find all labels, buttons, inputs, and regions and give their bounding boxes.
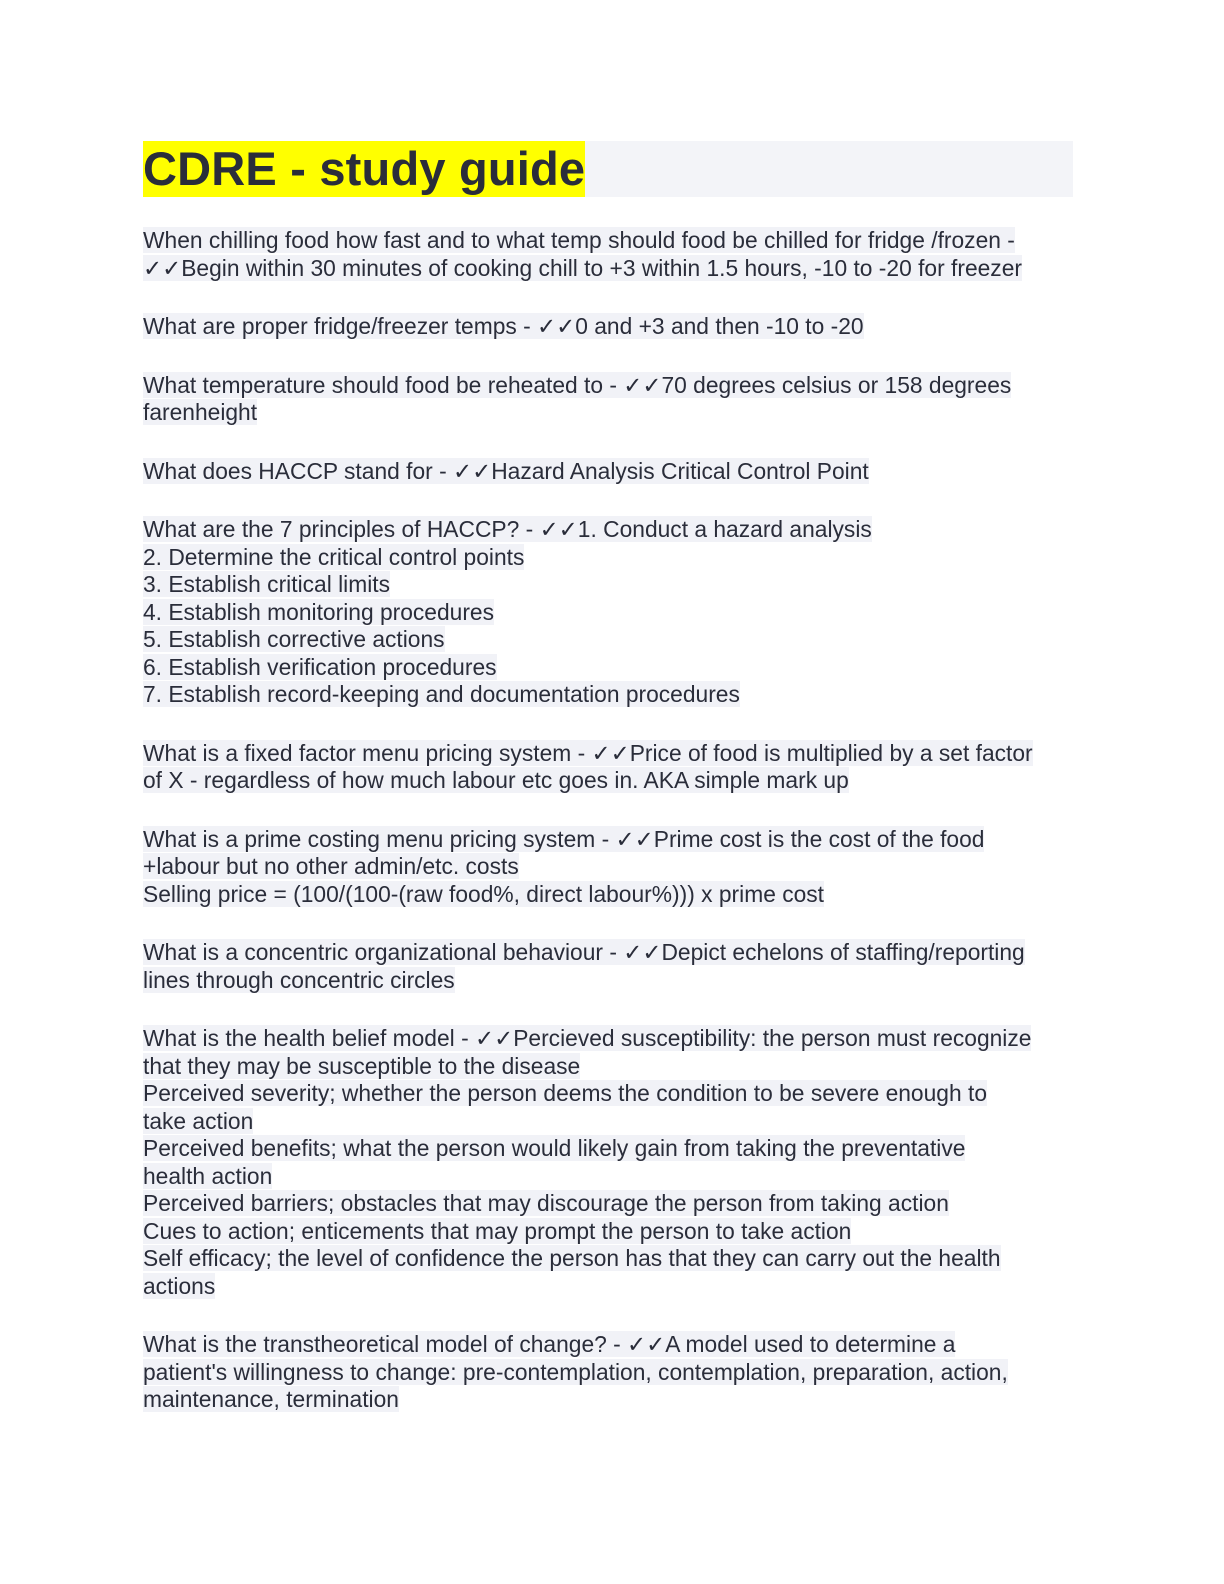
- qa-text: 4. Establish monitoring procedures: [143, 598, 495, 625]
- qa-text: farenheight: [143, 399, 258, 425]
- qa-answer-line: [143, 599, 1073, 627]
- qa-text: lines through concentric circles: [143, 966, 455, 993]
- qa-question-line: [143, 826, 1073, 854]
- qa-answer-line: [143, 1273, 1073, 1301]
- qa-answer-line: [143, 255, 1073, 283]
- qa-text: Perceived benefits; what the person would likely gain from taking the preventative: [143, 1135, 966, 1161]
- qa-answer-line: [143, 681, 1073, 709]
- qa-answer-line: [143, 967, 1073, 995]
- qa-answer-line: [143, 1386, 1073, 1414]
- qa-text: What is a fixed factor menu pricing system - ✓✓Price of food is multiplied by a set factor: [143, 739, 1033, 766]
- qa-item: [143, 826, 1073, 909]
- qa-text: Self efficacy; the level of confidence the person has that they can carry out the health: [143, 1245, 1001, 1271]
- qa-text: Cues to action; enticements that may prompt the person to take action: [143, 1217, 852, 1244]
- title-block: [143, 141, 1073, 197]
- qa-answer-line: [143, 571, 1073, 599]
- qa-text: 3. Establish critical limits: [143, 571, 391, 597]
- qa-question-line: [143, 1331, 1073, 1359]
- qa-item: [143, 372, 1073, 427]
- qa-item: [143, 313, 1073, 341]
- qa-answer-line: [143, 1163, 1073, 1191]
- qa-answer-line: [143, 1245, 1073, 1273]
- qa-text: 2. Determine the critical control points: [143, 543, 525, 570]
- qa-item: [143, 1025, 1073, 1300]
- qa-answer-line: [143, 399, 1073, 427]
- qa-text: +labour but no other admin/etc. costs: [143, 853, 519, 879]
- qa-item: [143, 458, 1073, 486]
- qa-text: of X - regardless of how much labour etc goes in. AKA simple mark up: [143, 767, 849, 793]
- qa-text: What temperature should food be reheated to - ✓✓70 degrees celsius or 158 degrees: [143, 371, 1012, 398]
- qa-text: What does HACCP stand for - ✓✓Hazard Analysis Critical Control Point: [143, 457, 869, 484]
- qa-answer-line: [143, 544, 1073, 572]
- qa-question-line: [143, 516, 1073, 544]
- qa-item: [143, 939, 1073, 994]
- qa-text: What is a prime costing menu pricing system - ✓✓Prime cost is the cost of the food: [143, 825, 985, 852]
- qa-item: [143, 516, 1073, 709]
- qa-text: ✓✓Begin within 30 minutes of cooking chill to +3 within 1.5 hours, -10 to -20 for freezer: [143, 254, 1022, 281]
- qa-text: What are proper fridge/freezer temps - ✓✓0 and +3 and then -10 to -20: [143, 313, 864, 339]
- qa-answer-line: [143, 1080, 1073, 1108]
- qa-answer-line: [143, 1108, 1073, 1136]
- qa-text: health action: [143, 1162, 273, 1189]
- qa-answer-line: [143, 1135, 1073, 1163]
- qa-answer-line: [143, 1190, 1073, 1218]
- qa-text: 7. Establish record-keeping and documentation procedures: [143, 681, 740, 707]
- qa-text: maintenance, termination: [143, 1386, 399, 1412]
- qa-text: Perceived severity; whether the person deems the condition to be severe enough to: [143, 1080, 987, 1106]
- qa-text: actions: [143, 1272, 216, 1299]
- page-title: CDRE - study guide: [143, 142, 586, 195]
- qa-answer-line: [143, 881, 1073, 909]
- qa-answer-line: [143, 654, 1073, 682]
- qa-question-line: [143, 1025, 1073, 1053]
- qa-text: patient's willingness to change: pre-contemplation, contemplation, preparation, action,: [143, 1358, 1008, 1385]
- qa-text: What is a concentric organizational behaviour - ✓✓Depict echelons of staffing/reporting: [143, 939, 1025, 965]
- qa-text: What is the health belief model - ✓✓Percieved susceptibility: the person must recognize: [143, 1025, 1032, 1051]
- qa-item: [143, 1331, 1073, 1414]
- qa-text: Selling price = (100/(100-(raw food%, direct labour%))) x prime cost: [143, 880, 825, 907]
- qa-item: [143, 227, 1073, 282]
- qa-text: Perceived barriers; obstacles that may discourage the person from taking action: [143, 1190, 949, 1216]
- qa-text: What is the transtheoretical model of change? - ✓✓A model used to determine a: [143, 1331, 956, 1357]
- qa-text: 5. Establish corrective actions: [143, 626, 445, 652]
- qa-answer-line: [143, 1359, 1073, 1387]
- qa-text: 6. Establish verification procedures: [143, 653, 497, 680]
- qa-list: [143, 227, 1073, 1414]
- qa-answer-line: [143, 767, 1073, 795]
- qa-text: take action: [143, 1107, 254, 1134]
- qa-question-line: [143, 313, 1073, 341]
- qa-question-line: [143, 939, 1073, 967]
- qa-text: that they may be susceptible to the disease: [143, 1052, 581, 1079]
- document-page: [143, 141, 1073, 1445]
- qa-answer-line: [143, 1218, 1073, 1246]
- qa-text: What are the 7 principles of HACCP? - ✓✓1. Conduct a hazard analysis: [143, 516, 872, 542]
- qa-question-line: [143, 227, 1073, 255]
- qa-text: When chilling food how fast and to what temp should food be chilled for fridge /frozen -: [143, 227, 1015, 253]
- qa-answer-line: [143, 1053, 1073, 1081]
- qa-item: [143, 740, 1073, 795]
- qa-answer-line: [143, 853, 1073, 881]
- qa-question-line: [143, 740, 1073, 768]
- qa-question-line: [143, 458, 1073, 486]
- qa-answer-line: [143, 626, 1073, 654]
- qa-question-line: [143, 372, 1073, 400]
